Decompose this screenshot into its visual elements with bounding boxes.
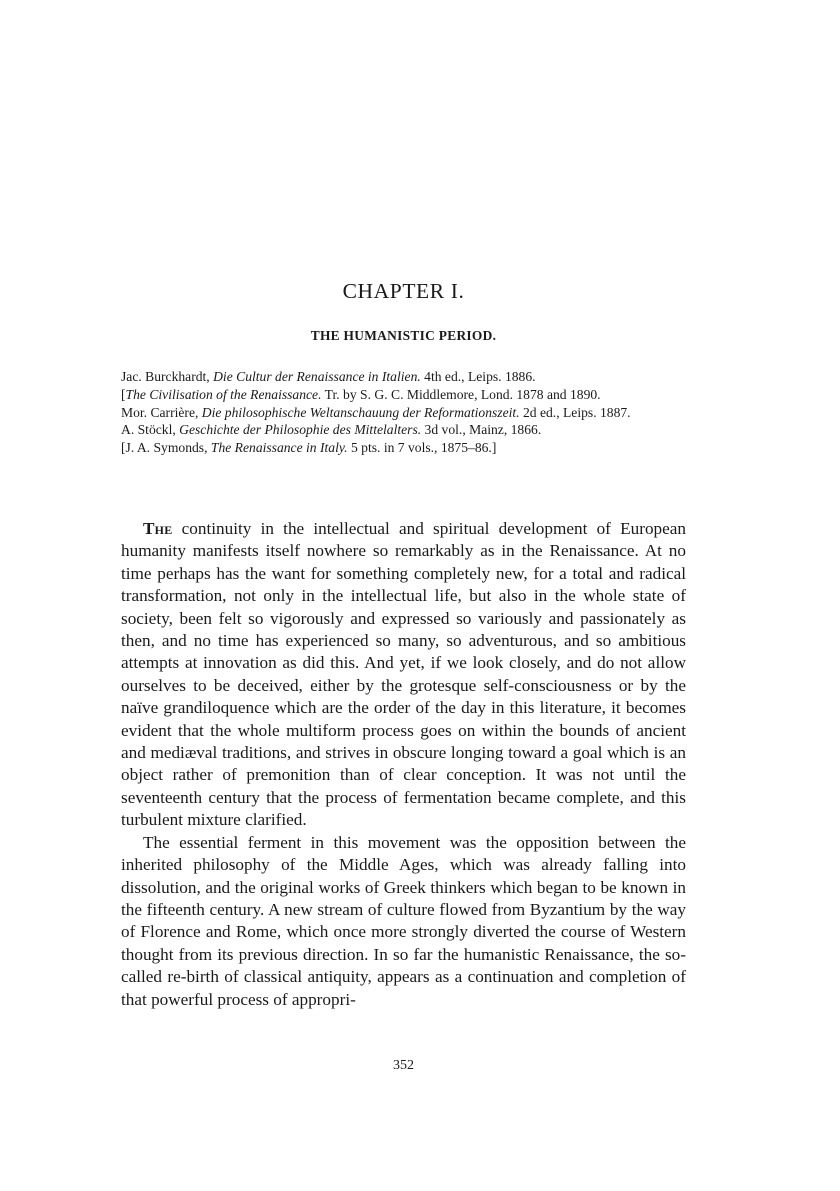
bib-title: The Civilisation of the Renaissance.: [125, 386, 322, 402]
bib-title: Geschichte der Philosophie des Mittelalters.: [179, 422, 422, 438]
body-text: [121, 518, 686, 1011]
bibliography-entry: [121, 386, 686, 404]
bib-author: A. Stöckl,: [121, 422, 180, 438]
bib-author: Mor. Carrière,: [121, 404, 202, 420]
bib-details: Tr. by S. G. C. Middlemore, Lond. 1878 and 1890.: [321, 386, 601, 402]
bib-author: Jac. Burckhardt,: [121, 369, 214, 384]
chapter-subtitle: THE HUMANISTIC PERIOD.: [310, 328, 497, 343]
book-page: [121, 0, 686, 1191]
bib-title: The Renaissance in Italy.: [210, 440, 348, 456]
bib-title: Die Cultur der Renaissance in Italien.: [213, 369, 421, 384]
bib-details: 5 pts. in 7 vols., 1875–86.]: [347, 440, 497, 456]
bibliography-entry: [121, 404, 686, 422]
paragraph: [121, 518, 686, 832]
chapter-heading: CHAPTER I.: [342, 279, 465, 303]
bibliography-entry: [121, 439, 686, 457]
paragraph-lead-word: The: [143, 519, 173, 538]
page-number: 352: [393, 1058, 414, 1073]
paragraph: [121, 832, 686, 1011]
paragraph-text: continuity in the intellectual and spiritual development of European humanity manifests itself nowhere so remarkably as in the Renaissance. At no time perhaps has the want for something completely new, for a total and radical transformation, not only in the intellectual life, but also in the whole state of society, been felt so vigorously and expressed so variously and passionately as then, and no time has experienced so many, so adventurous, and so ambitious attempts at innovation as did this. And yet, if we look closely, and do not allow ourselves to be deceived, either by the grotesque self-consciousness or by the naïve grandiloquence which are the order of the day in this literature, it becomes evident that the whole multiform process goes on within the bounds of ancient and mediæval traditions, and strives in obscure longing toward a goal which is an object rather of premonition than of clear conception. It was not until the seventeenth century that the process of fermentation became complete, and this turbulent mixture clarified.: [121, 519, 686, 830]
bib-details: 4th ed., Leips. 1886.: [420, 369, 536, 384]
bib-title: Die philosophische Weltanschauung der Reformationszeit.: [201, 404, 520, 420]
bib-details: 3d vol., Mainz, 1866.: [421, 422, 542, 438]
paragraph-text: The essential ferment in this movement was the opposition between the inherited philosophy of the Middle Ages, which was already falling into dissolution, and the original works of Greek thinkers which began to be known in the fifteenth century. A new stream of culture flowed from Byzantium by the way of Florence and Rome, which once more strongly diverted the course of Western thought from its previous direction. In so far the humanistic Renaissance, the so-called re-birth of classical antiquity, appears as a continuation and completion of that powerful process of appropri-: [121, 832, 686, 1009]
bib-author: [J. A. Symonds,: [121, 440, 211, 456]
bib-details: 2d ed., Leips. 1887.: [519, 404, 631, 420]
bibliography-list: [121, 368, 686, 457]
bib-author: [: [121, 386, 126, 402]
bibliography-entry: [121, 421, 686, 439]
bibliography-entry: [121, 368, 686, 386]
